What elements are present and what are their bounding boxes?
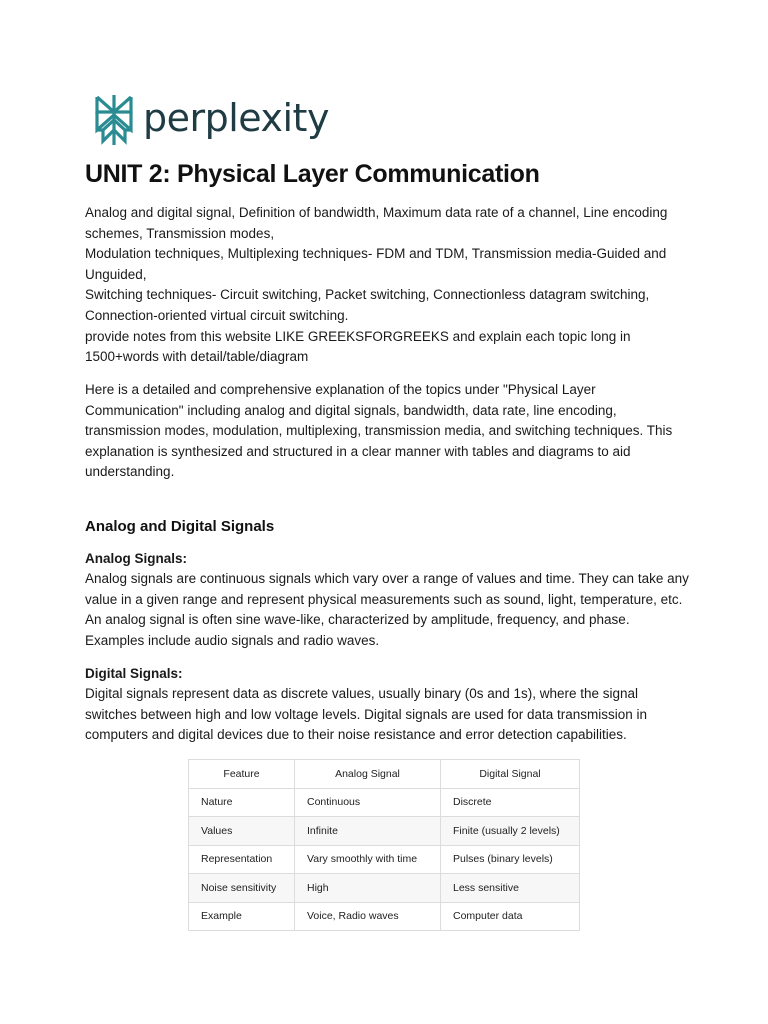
table-cell: Example [189,902,295,931]
table-cell: Finite (usually 2 levels) [441,817,580,846]
table-cell: Nature [189,788,295,817]
analog-signals-text: Analog signals are continuous signals which vary over a range of values and time. They can take any value in a given range and represent physical measurements such as sound, light, temperature, etc. An analog signal is often sine wave-like, characterized by amplitude, frequency, and phase. Examples include audio signals and radio waves. [85,571,689,648]
user-prompt [85,203,685,368]
table-row [189,845,580,874]
perplexity-logo [93,92,329,148]
table-cell: Discrete [441,788,580,817]
table-cell: Continuous [295,788,441,817]
table-header: Digital Signal [441,760,580,789]
table-header: Analog Signal [295,760,441,789]
prompt-line: Analog and digital signal, Definition of bandwidth, Maximum data rate of a channel, Line encoding schemes, Transmission modes, [85,205,668,241]
prompt-line: Switching techniques- Circuit switching, Packet switching, Connectionless datagram switching, Connection-oriented virtual circuit switching. [85,287,650,323]
answer-intro: Here is a detailed and comprehensive explanation of the topics under "Physical Layer Communication" including analog and digital signals, bandwidth, data rate, line encoding, transmission modes, modulation, multiplexing, transmission media, and switching techniques. This explanation is synthesized and structured in a clear manner with tables and diagrams to aid understanding. [85,382,673,480]
digital-signals-label: Digital Signals: [85,666,183,681]
table-header-row [189,760,580,789]
table-row [189,788,580,817]
table-cell: Voice, Radio waves [295,902,441,931]
section-heading: Analog and Digital Signals [85,518,275,535]
prompt-line: Modulation techniques, Multiplexing techniques- FDM and TDM, Transmission media-Guided and Unguided, [85,246,667,282]
analog-signals-block [85,549,690,651]
comparison-table [188,759,580,931]
table-cell: Noise sensitivity [189,874,295,903]
table-cell: Infinite [295,817,441,846]
table-header: Feature [189,760,295,789]
table-row [189,902,580,931]
digital-signals-block [85,664,690,746]
table-row [189,817,580,846]
table-cell: Computer data [441,902,580,931]
prompt-line: provide notes from this website LIKE GREEKSFORGREEKS and explain each topic long in 1500+words with detail/table/diagram [85,328,631,365]
digital-signals-text: Digital signals represent data as discrete values, usually binary (0s and 1s), where the signal switches between high and low voltage levels. Digital signals are used for data transmission in computers and digital devices due to their noise resistance and error detection capabilities. [85,686,648,743]
table-cell: Less sensitive [441,874,580,903]
table-cell: Vary smoothly with time [295,845,441,874]
table-cell: Representation [189,845,295,874]
analog-signals-label: Analog Signals: [85,551,188,566]
table-cell: High [295,874,441,903]
table-cell: Values [189,817,295,846]
table-row [189,874,580,903]
perplexity-logo-icon [93,93,135,147]
brand-name: perplexity [143,96,329,140]
page-title: UNIT 2: Physical Layer Communication [85,160,540,188]
table-cell: Pulses (binary levels) [441,845,580,874]
